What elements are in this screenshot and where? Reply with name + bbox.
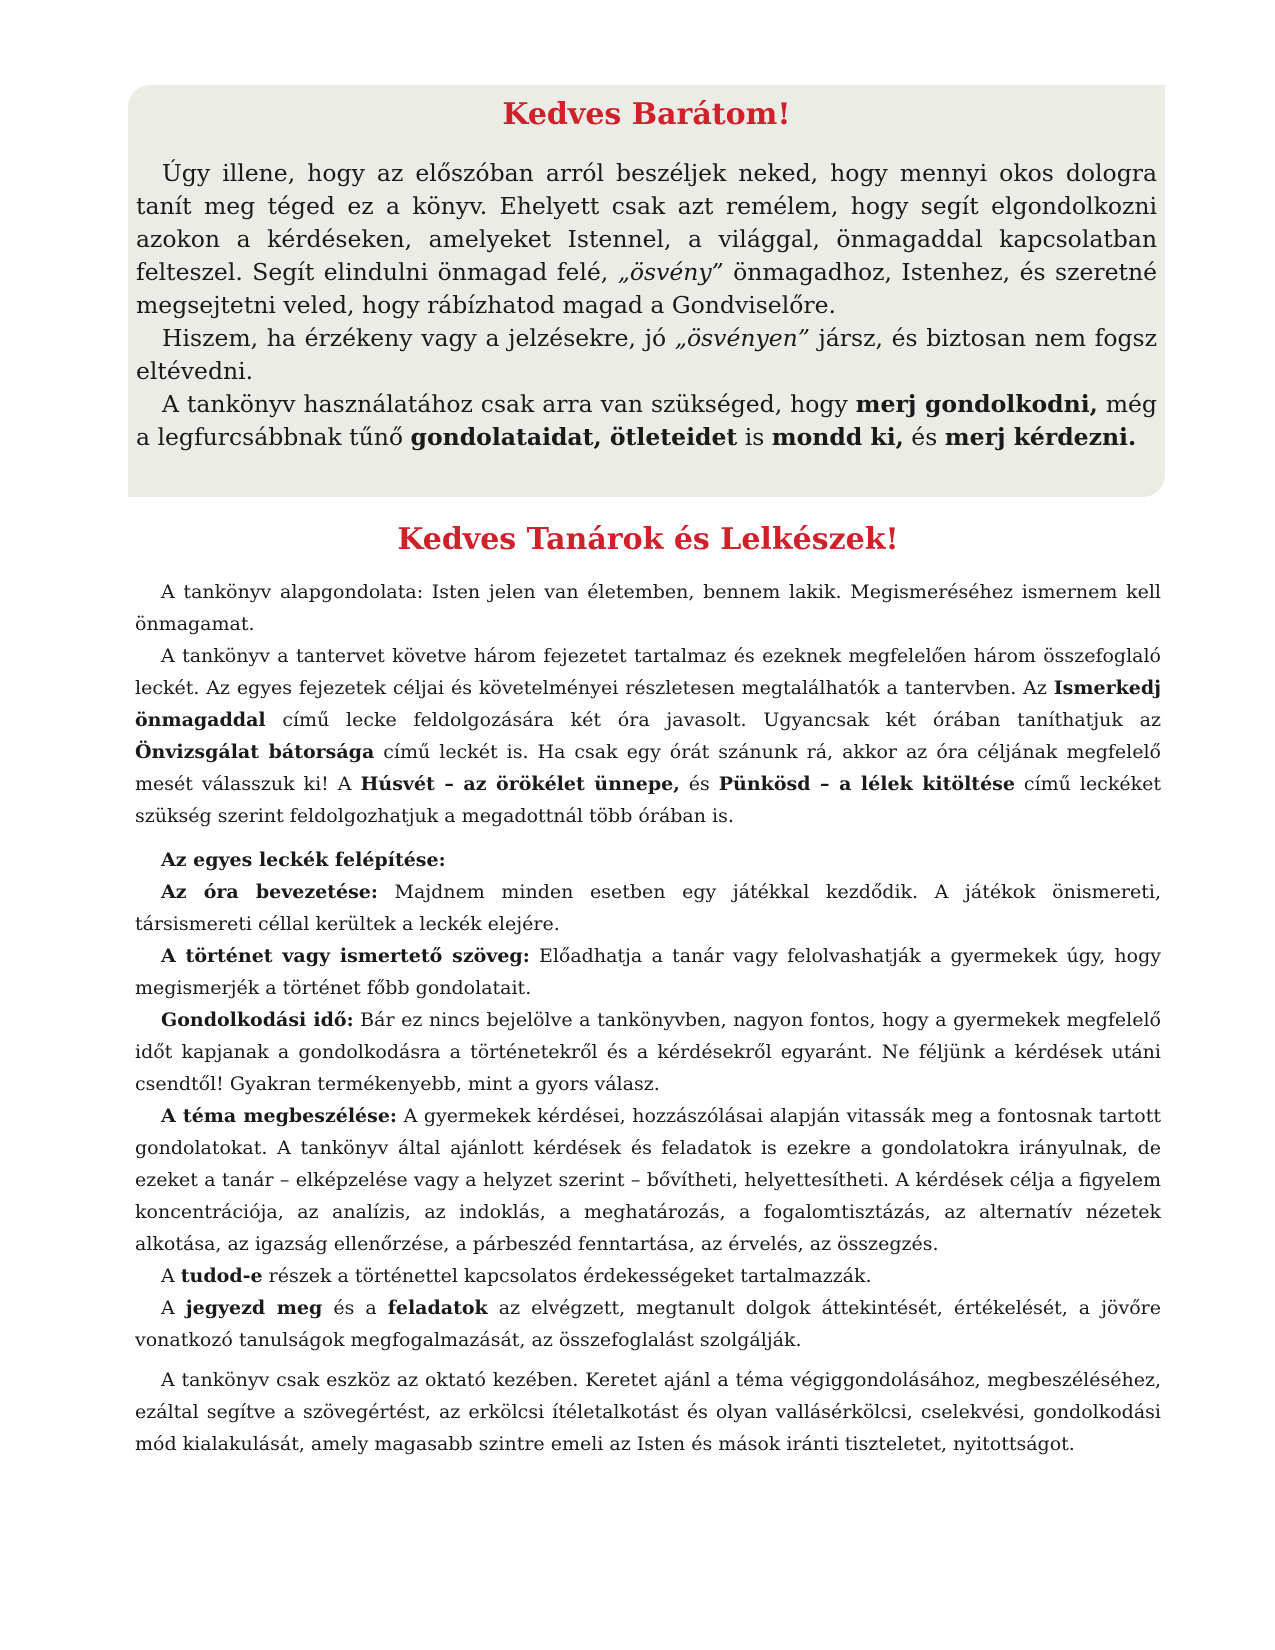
- structure-item-tudod: [135, 1260, 1161, 1292]
- teacher-closing-paragraph: A tankönyv csak eszköz az oktató kezében. Keretet ajánl a téma végiggondolásához, megbeszéléséhez, ezáltal segítve a szövegértést, az erkölcsi ítéletalkotást és olyan vallásérkölcsi, cselekvési, gondolkodási mód kialakulását, amely magasabb szintre emeli az Isten és mások iránti tiszteletet, nyitottságot.: [135, 1369, 1161, 1455]
- bold-text: tudod-e: [180, 1265, 263, 1287]
- text-span: Hiszem, ha érzékeny vagy a jelzésekre, jó: [162, 324, 675, 352]
- bold-text: merj gondolkodni,: [855, 390, 1098, 418]
- text-span: önmagadhoz, Istenhez, és szeretné megsejtetni veled, hogy rábízhatod magad a Gondviselőre.: [136, 258, 1157, 319]
- text-span: és: [903, 423, 945, 451]
- structure-item-discussion: [135, 1100, 1161, 1260]
- student-paragraph-2: [136, 322, 1157, 388]
- text-span: még a legfurcsábbnak tűnő: [136, 390, 1157, 451]
- text-span: A: [161, 1297, 186, 1319]
- bold-text: Ismerkedj önmagaddal: [135, 677, 1161, 731]
- teacher-paragraph-1: A tankönyv alapgondolata: Isten jelen van életemben, bennem lakik. Megismeréséhez ismernem kell önmagamat.: [135, 581, 1161, 635]
- text-span: jársz, és biztosan nem fogsz eltévedni.: [136, 324, 1157, 385]
- text-span: Majdnem minden esetben egy játékkal kezdődik. A játékok önismereti, társismereti céllal kerültek a leckék elejére.: [135, 881, 1161, 935]
- bold-text: Önvizsgálat bátorsága: [135, 741, 375, 763]
- teacher-preface: [135, 520, 1161, 1460]
- student-preface-box: [128, 85, 1165, 497]
- text-span: is: [737, 423, 772, 451]
- student-paragraph-1: [136, 157, 1157, 322]
- bold-text: Gondolkodási idő:: [161, 1009, 354, 1031]
- bold-text: feladatok: [387, 1297, 488, 1319]
- text-span: Előadhatja a tanár vagy felolvashatják a gyermekek úgy, hogy megismerjék a történet főbb gondolatait.: [135, 945, 1161, 999]
- bold-text: mondd ki,: [771, 423, 904, 451]
- spacer: [135, 832, 1161, 844]
- bold-text: A téma megbeszélése:: [161, 1105, 397, 1127]
- text-span: A: [161, 1265, 181, 1287]
- text-span: részek a történettel kapcsolatos érdekességeket tartalmazzák.: [262, 1265, 872, 1287]
- emphasis-text: „ösvény”: [617, 258, 724, 286]
- text-span: Úgy illene, hogy az előszóban arról beszéljek neked, hogy mennyi okos dologra tanít meg téged ez a könyv. Ehelyett csak azt remélem, hogy segít elgondolkozni azokon a kérdéseken, amelyeket Istennel, a világgal, önmagaddal kapcsolatban felteszel. Segít elindulni önmagad felé,: [136, 159, 1157, 286]
- bold-text: Húsvét – az örökélet ünnepe,: [360, 773, 680, 795]
- student-preface-title: Kedves Barátom!: [502, 97, 791, 132]
- bold-text: A történet vagy ismertető szöveg:: [161, 945, 530, 967]
- teacher-paragraph-2: [135, 640, 1161, 832]
- text-span: és: [679, 773, 719, 795]
- text-span: A tankönyv használatához csak arra van szükséged, hogy: [162, 390, 856, 418]
- text-span: Bár ez nincs bejelölve a tankönyvben, nagyon fontos, hogy a gyermekek megfelelő időt kapjanak a gondolkodásra a történetekről és a kérdésekről egyaránt. Ne féljünk a kérdések utáni csendtől! Gyakran termékenyebb, mint a gyors válasz.: [135, 1009, 1161, 1095]
- bold-text: Az óra bevezetése:: [161, 881, 378, 903]
- text-span: az elvégzett, megtanult dolgok áttekintését, értékelését, a jövőre vonatkozó tanulságok megfogalmazását, az összefoglalást szolgálják.: [135, 1297, 1161, 1351]
- text-span: A gyermekek kérdései, hozzászólásai alapján vitassák meg a fontosnak tartott gondolatokat. A tankönyv által ajánlott kérdések és feladatok is ezekre a gondolatokra irányulnak, de ezeket a tanár – elképzelése vagy a helyzet szerint – bővítheti, helyettesítheti. A kérdések célja a figyelem koncentrációja, az analízis, az indoklás, a meghatározás, a fogalomtisztázás, az alternatív nézetek alkotása, az igazság ellenőrzése, a párbeszéd fenntartása, az érvelés, az összegzés.: [135, 1105, 1161, 1255]
- student-preface-text: [136, 157, 1157, 454]
- teacher-preface-title: Kedves Tanárok és Lelkészek!: [397, 522, 899, 557]
- text-span: A tankönyv a tantervet követve három fejezetet tartalmaz és ezeknek megfelelően három összefoglaló leckét. Az egyes fejezetek céljai és követelményei részletesen megtalálhatók a tantervben. Az: [135, 645, 1161, 699]
- text-span: című leckét is. Ha csak egy órát szánunk rá, akkor az óra céljának megfelelő mesét válasszuk ki! A: [135, 741, 1161, 795]
- bold-text: Az egyes leckék felépítése:: [161, 849, 446, 871]
- text-span: című lecke feldolgozására két óra javasolt. Ugyancsak két órában taníthatjuk az: [265, 709, 1161, 731]
- student-paragraph-3: [136, 388, 1157, 454]
- bold-text: jegyezd meg: [185, 1297, 323, 1319]
- text-span: és a: [322, 1297, 388, 1319]
- structure-item-thinking: [135, 1004, 1161, 1100]
- structure-item-intro: [135, 876, 1161, 940]
- bold-text: gondolataidat, ötleteidet: [410, 423, 738, 451]
- text-span: című leckéket szükség szerint feldolgozhatjuk a megadottnál több órában is.: [135, 773, 1161, 827]
- structure-item-story: [135, 940, 1161, 1004]
- bold-text: Pünkösd – a lélek kitöltése: [718, 773, 1015, 795]
- emphasis-text: „ösvényen”: [674, 324, 810, 352]
- structure-item-jegyezd: [135, 1292, 1161, 1356]
- spacer: [135, 1356, 1161, 1364]
- bold-text: merj kérdezni.: [944, 423, 1137, 451]
- structure-heading: [135, 844, 1161, 876]
